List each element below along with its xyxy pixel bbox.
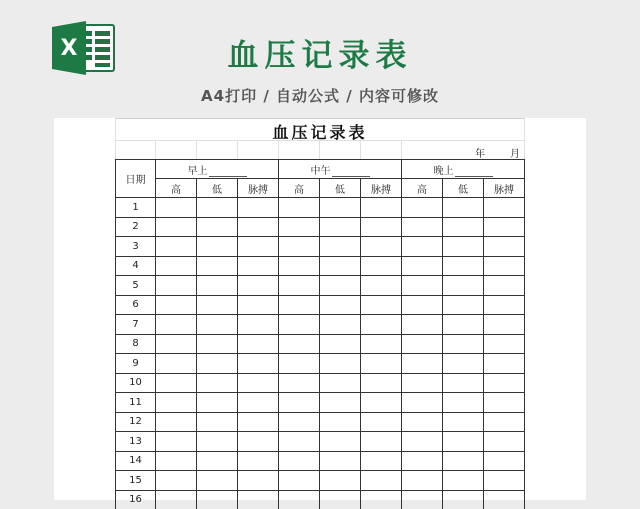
entry-cell[interactable] [279, 237, 320, 257]
row-number: 1 [116, 198, 156, 218]
entry-cell[interactable] [197, 295, 238, 315]
table-row [116, 412, 525, 432]
slot-label: 早上 [187, 165, 208, 177]
entry-cell[interactable] [361, 295, 402, 315]
entry-cell[interactable] [279, 432, 320, 452]
page-title: 血压记录表 [227, 38, 413, 74]
row-number: 3 [116, 237, 156, 257]
slot-blank[interactable] [455, 167, 493, 177]
row-number: 11 [116, 393, 156, 413]
entry-cell[interactable] [484, 393, 525, 413]
entry-cell[interactable] [402, 393, 443, 413]
entry-cell[interactable] [238, 354, 279, 374]
entry-cell[interactable] [361, 276, 402, 296]
entry-cell[interactable] [156, 373, 197, 393]
entry-cell[interactable] [484, 354, 525, 374]
entry-cell[interactable] [402, 198, 443, 218]
entry-cell[interactable] [402, 412, 443, 432]
entry-cell[interactable] [361, 237, 402, 257]
entry-cell[interactable] [156, 354, 197, 374]
entry-cell[interactable] [279, 393, 320, 413]
slot-label: 中午 [310, 165, 331, 177]
entry-cell[interactable] [279, 217, 320, 237]
entry-cell[interactable] [238, 256, 279, 276]
slot-label: 晚上 [433, 165, 454, 177]
table-row [116, 354, 525, 374]
table-row [116, 373, 525, 393]
entry-cell[interactable] [484, 256, 525, 276]
entry-cell[interactable] [361, 373, 402, 393]
entry-cell[interactable] [443, 315, 484, 335]
entry-cell[interactable] [156, 471, 197, 491]
entry-cell[interactable] [484, 451, 525, 471]
entry-cell[interactable] [279, 334, 320, 354]
entry-cell[interactable] [402, 354, 443, 374]
entry-cell[interactable] [443, 295, 484, 315]
entry-cell[interactable] [361, 315, 402, 335]
entry-cell[interactable] [320, 471, 361, 491]
entry-cell[interactable] [361, 471, 402, 491]
entry-cell[interactable] [197, 315, 238, 335]
entry-cell[interactable] [484, 412, 525, 432]
entry-cell[interactable] [279, 451, 320, 471]
entry-cell[interactable] [402, 334, 443, 354]
entry-cell[interactable] [402, 451, 443, 471]
entry-cell[interactable] [484, 315, 525, 335]
entry-cell[interactable] [443, 217, 484, 237]
entry-cell[interactable] [402, 237, 443, 257]
entry-cell[interactable] [238, 471, 279, 491]
entry-cell[interactable] [361, 256, 402, 276]
entry-cell[interactable] [443, 451, 484, 471]
entry-cell[interactable] [238, 412, 279, 432]
entry-cell[interactable] [279, 412, 320, 432]
sheet-title: 血压记录表 [272, 123, 368, 142]
entry-cell[interactable] [156, 295, 197, 315]
entry-cell[interactable] [320, 217, 361, 237]
entry-cell[interactable] [402, 432, 443, 452]
entry-cell[interactable] [402, 295, 443, 315]
entry-cell[interactable] [443, 432, 484, 452]
entry-cell[interactable] [279, 276, 320, 296]
date-header: 日期 [116, 160, 156, 198]
entry-cell[interactable] [197, 471, 238, 491]
entry-cell[interactable] [197, 354, 238, 374]
table-row [116, 256, 525, 276]
slot-header-morning [156, 160, 279, 179]
entry-cell[interactable] [443, 373, 484, 393]
table-row [116, 471, 525, 491]
entry-cell[interactable] [238, 276, 279, 296]
entry-cell[interactable] [402, 276, 443, 296]
entry-cell[interactable] [279, 198, 320, 218]
entry-cell[interactable] [361, 432, 402, 452]
slot-blank[interactable] [209, 167, 247, 177]
entry-cell[interactable] [279, 354, 320, 374]
row-number: 15 [116, 471, 156, 491]
col-pulse: 脉搏 [484, 179, 525, 198]
entry-cell[interactable] [197, 217, 238, 237]
svg-text:X: X [60, 36, 78, 61]
table-row [116, 276, 525, 296]
entry-cell[interactable] [320, 295, 361, 315]
entry-cell[interactable] [361, 354, 402, 374]
entry-cell[interactable] [197, 334, 238, 354]
entry-cell[interactable] [320, 237, 361, 257]
col-high: 高 [156, 179, 197, 198]
entry-cell[interactable] [279, 373, 320, 393]
entry-cell[interactable] [156, 412, 197, 432]
entry-cell[interactable] [238, 198, 279, 218]
entry-cell[interactable] [279, 315, 320, 335]
entry-cell[interactable] [238, 432, 279, 452]
table-row [116, 237, 525, 257]
entry-cell[interactable] [320, 373, 361, 393]
slot-header-noon [279, 160, 402, 179]
entry-cell[interactable] [320, 354, 361, 374]
entry-cell[interactable] [320, 412, 361, 432]
row-number: 13 [116, 432, 156, 452]
col-high: 高 [402, 179, 443, 198]
row-number: 2 [116, 217, 156, 237]
entry-cell[interactable] [484, 334, 525, 354]
year-label: 年 [475, 149, 485, 160]
entry-cell[interactable] [443, 276, 484, 296]
table-row [116, 295, 525, 315]
entry-cell[interactable] [279, 471, 320, 491]
entry-cell[interactable] [156, 256, 197, 276]
slot-header-evening [402, 160, 525, 179]
entry-cell[interactable] [402, 471, 443, 491]
entry-cell[interactable] [443, 354, 484, 374]
entry-cell[interactable] [279, 256, 320, 276]
entry-cell[interactable] [238, 451, 279, 471]
entry-cell[interactable] [320, 198, 361, 218]
entry-cell[interactable] [402, 315, 443, 335]
entry-cell[interactable] [443, 412, 484, 432]
entry-cell[interactable] [484, 198, 525, 218]
entry-cell[interactable] [197, 276, 238, 296]
row-number: 5 [116, 276, 156, 296]
col-low: 低 [443, 179, 484, 198]
row-number: 14 [116, 451, 156, 471]
entry-cell[interactable] [484, 217, 525, 237]
entry-cell[interactable] [238, 217, 279, 237]
entry-cell[interactable] [156, 276, 197, 296]
entry-cell[interactable] [443, 237, 484, 257]
entry-cell[interactable] [238, 334, 279, 354]
entry-cell[interactable] [320, 256, 361, 276]
row-number: 4 [116, 256, 156, 276]
table-row [116, 198, 525, 218]
page-subtitle: A4打印 / 自动公式 / 内容可修改 [201, 87, 439, 105]
entry-cell[interactable] [320, 393, 361, 413]
col-pulse: 脉搏 [361, 179, 402, 198]
entry-cell[interactable] [156, 198, 197, 218]
col-pulse: 脉搏 [238, 179, 279, 198]
entry-cell[interactable] [197, 451, 238, 471]
row-number: 9 [116, 354, 156, 374]
entry-cell[interactable] [484, 373, 525, 393]
col-low: 低 [197, 179, 238, 198]
table-row [116, 451, 525, 471]
entry-cell[interactable] [443, 471, 484, 491]
entry-cell[interactable] [402, 256, 443, 276]
entry-cell[interactable] [156, 393, 197, 413]
entry-cell[interactable] [197, 393, 238, 413]
entry-cell[interactable] [320, 276, 361, 296]
entry-cell[interactable] [197, 198, 238, 218]
table-row [116, 393, 525, 413]
entry-cell[interactable] [320, 334, 361, 354]
row-number: 6 [116, 295, 156, 315]
date-line [427, 145, 520, 159]
entry-cell[interactable] [361, 217, 402, 237]
col-high: 高 [279, 179, 320, 198]
entry-cell[interactable] [238, 295, 279, 315]
col-low: 低 [320, 179, 361, 198]
entry-cell[interactable] [156, 315, 197, 335]
entry-cell[interactable] [484, 237, 525, 257]
entry-cell[interactable] [484, 471, 525, 491]
entry-cell[interactable] [320, 432, 361, 452]
entry-cell[interactable] [361, 451, 402, 471]
row-number: 10 [116, 373, 156, 393]
row-number: 12 [116, 412, 156, 432]
entry-cell[interactable] [484, 295, 525, 315]
table-row [116, 217, 525, 237]
entry-cell[interactable] [443, 198, 484, 218]
table-row [116, 334, 525, 354]
entry-cell[interactable] [238, 373, 279, 393]
sheet-top-border [115, 118, 525, 119]
entry-cell[interactable] [238, 315, 279, 335]
entry-cell[interactable] [156, 237, 197, 257]
entry-cell[interactable] [361, 198, 402, 218]
entry-cell[interactable] [361, 393, 402, 413]
entry-cell[interactable] [361, 334, 402, 354]
entry-cell[interactable] [197, 373, 238, 393]
entry-cell[interactable] [156, 432, 197, 452]
entry-cell[interactable] [484, 276, 525, 296]
entry-cell[interactable] [361, 412, 402, 432]
entry-cell[interactable] [484, 432, 525, 452]
entry-cell[interactable] [156, 334, 197, 354]
entry-cell[interactable] [443, 256, 484, 276]
entry-cell[interactable] [156, 451, 197, 471]
entry-cell[interactable] [443, 334, 484, 354]
entry-cell[interactable] [402, 373, 443, 393]
table-row [116, 315, 525, 335]
entry-cell[interactable] [443, 393, 484, 413]
slot-blank[interactable] [332, 167, 370, 177]
entry-cell[interactable] [197, 256, 238, 276]
month-label: 月 [510, 149, 520, 160]
entry-cell[interactable] [197, 412, 238, 432]
entry-cell[interactable] [238, 393, 279, 413]
entry-cell[interactable] [238, 237, 279, 257]
entry-cell[interactable] [197, 432, 238, 452]
entry-cell[interactable] [279, 295, 320, 315]
entry-cell[interactable] [197, 237, 238, 257]
row-number: 7 [116, 315, 156, 335]
table-row [116, 432, 525, 452]
blood-pressure-table [115, 159, 525, 509]
entry-cell[interactable] [156, 217, 197, 237]
entry-cell[interactable] [320, 315, 361, 335]
row-number: 8 [116, 334, 156, 354]
row-number: 16 [116, 490, 156, 509]
entry-cell[interactable] [320, 451, 361, 471]
entry-cell[interactable] [402, 217, 443, 237]
